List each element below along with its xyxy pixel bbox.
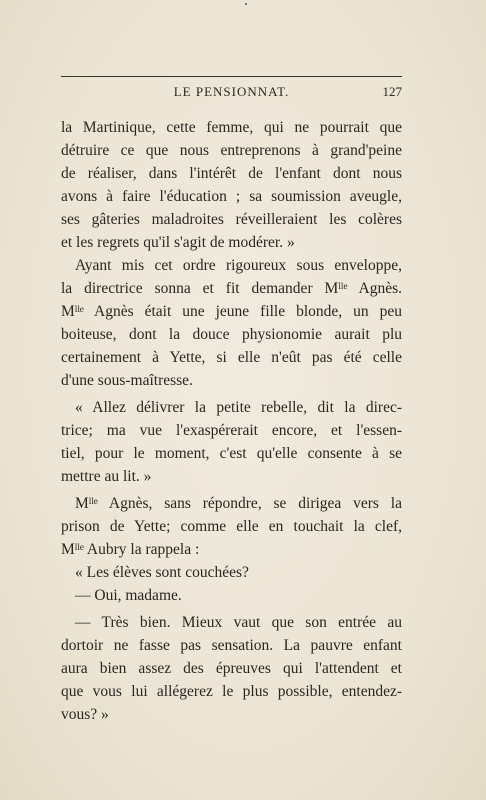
text-line: trice; ma vue l'exaspérerait encore, et l'essen- xyxy=(61,422,402,439)
text-line: la directrice sonna et fit demander Mˡˡᵉ Agnès. xyxy=(61,280,402,297)
print-speck xyxy=(245,3,247,5)
text-line: — Très bien. Mieux vaut que son entrée au xyxy=(75,614,402,631)
text-line: Mˡˡᵉ Agnès, sans répondre, se dirigea vers la xyxy=(75,495,402,512)
text-line: tiel, pour le moment, c'est qu'elle consente à se xyxy=(61,445,402,462)
page-header xyxy=(61,82,402,104)
text-line: avons à faire l'éducation ; sa soumission aveugle, xyxy=(61,188,402,205)
text-line: Mˡˡᵉ Aubry la rappela : xyxy=(61,541,200,558)
text-line: vous? » xyxy=(61,706,109,723)
text-line: « Les élèves sont couchées? xyxy=(75,564,249,581)
text-line: mettre au lit. » xyxy=(61,468,152,485)
text-line: et les regrets qu'il s'agit de modérer. » xyxy=(61,234,295,251)
text-line: certainement à Yette, si elle n'eût pas été celle xyxy=(61,349,402,366)
text-line: d'une sous-maîtresse. xyxy=(61,372,193,389)
text-line: prison de Yette; comme elle en touchait la clef, xyxy=(61,518,402,535)
running-title: LE PENSIONNAT. xyxy=(173,84,290,99)
text-line: dortoir ne fasse pas sensation. La pauvre enfant xyxy=(61,637,402,654)
text-line: « Allez délivrer la petite rebelle, dit la direc- xyxy=(75,399,402,416)
text-line: la Martinique, cette femme, qui ne pourrait que xyxy=(61,119,402,136)
text-line: de réaliser, dans l'intérêt de l'enfant dont nous xyxy=(61,165,402,182)
body-text xyxy=(61,116,402,726)
text-line: boiteuse, dont la douce physionomie aurait plu xyxy=(61,326,402,343)
text-line: Mˡˡᵉ Agnès était une jeune fille blonde, un peu xyxy=(61,303,402,320)
header-rule xyxy=(61,76,402,77)
page-number: 127 xyxy=(382,84,402,99)
text-line: Ayant mis cet ordre rigoureux sous enveloppe, xyxy=(75,257,402,274)
text-line: aura bien assez des épreuves qui l'attendent et xyxy=(61,660,402,677)
text-line: ses gâteries maladroites réveilleraient les colères xyxy=(61,211,402,228)
text-line: détruire ce que nous entreprenons à grand'peine xyxy=(61,142,402,159)
text-line: que vous lui allégerez le plus possible, entendez- xyxy=(61,683,402,700)
text-line: — Oui, madame. xyxy=(75,587,182,604)
